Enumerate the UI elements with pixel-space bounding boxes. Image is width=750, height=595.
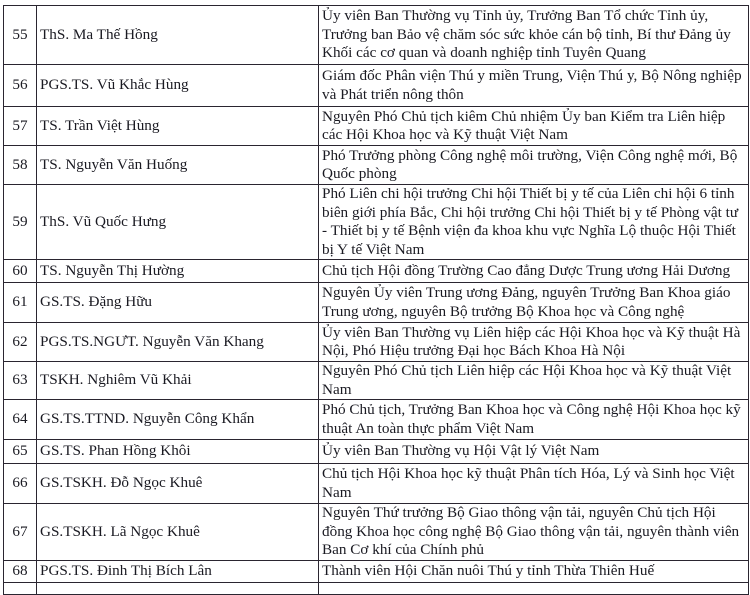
member-position: Chủ tịch Hội Khoa học kỹ thuật Phân tích Hóa, Lý và Sinh học Việt Nam [319,464,749,504]
table-row [4,6,749,65]
row-number: 64 [4,400,37,440]
member-position [319,582,749,594]
table-row [4,107,749,146]
row-number: 63 [4,362,37,400]
members-table [3,5,749,595]
member-name: GS.TS.TTND. Nguyễn Công Khẩn [37,400,319,440]
member-name: GS.TS. Đặng Hữu [37,283,319,323]
member-position: Phó Chủ tịch, Trưởng Ban Khoa học và Công nghệ Hội Khoa học kỹ thuật An toàn thực phẩm Việt Nam [319,400,749,440]
member-position: Nguyên Phó Chủ tịch kiêm Chủ nhiệm Ủy ban Kiểm tra Liên hiệp các Hội Khoa học và Kỹ thuật Việt Nam [319,107,749,146]
row-number: 55 [4,6,37,65]
member-name: ThS. Ma Thế Hồng [37,6,319,65]
member-name: GS.TSKH. Lã Ngọc Khuê [37,504,319,561]
member-position: Giám đốc Phân viện Thú y miền Trung, Viện Thú y, Bộ Nông nghiệp và Phát triển nông thôn [319,65,749,107]
member-name: ThS. Vũ Quốc Hưng [37,185,319,260]
row-number: 60 [4,260,37,283]
table-row [4,185,749,260]
table-row [4,65,749,107]
member-name: GS.TSKH. Đỗ Ngọc Khuê [37,464,319,504]
row-number: 62 [4,323,37,362]
row-number: 57 [4,107,37,146]
row-number: 59 [4,185,37,260]
member-name: TS. Trần Việt Hùng [37,107,319,146]
member-position: Phó Liên chi hội trưởng Chi hội Thiết bị y tế của Liên chi hội 6 tỉnh biên giới phía Bắc, Chi hội trưởng Chi hội Thiết bị y tế Phòng vật tư - Thiết bị y tế Bệnh viện đa khoa khu vực Nghĩa Lộ thuộc Hội Thiết bị Y tế Việt Nam [319,185,749,260]
table-row [4,283,749,323]
member-position: Ủy viên Ban Thường vụ Liên hiệp các Hội Khoa học và Kỹ thuật Hà Nội, Phó Hiệu trưởng Đại học Bách Khoa Hà Nội [319,323,749,362]
member-name: TS. Nguyễn Thị Hường [37,260,319,283]
member-name: TSKH. Nghiêm Vũ Khải [37,362,319,400]
member-position: Nguyên Thứ trưởng Bộ Giao thông vận tải, nguyên Chủ tịch Hội đồng Khoa học công nghệ Bộ Giao thông vận tải, nguyên thành viên Ban Cơ khí của Chính phủ [319,504,749,561]
table-row [4,504,749,561]
member-position: Chủ tịch Hội đồng Trường Cao đẳng Dược Trung ương Hải Dương [319,260,749,283]
member-name: PGS.TS. Vũ Khắc Hùng [37,65,319,107]
member-name [37,582,319,594]
row-number: 58 [4,146,37,185]
table-row [4,582,749,594]
row-number: 67 [4,504,37,561]
table-row [4,560,749,582]
member-position: Ủy viên Ban Thường vụ Tỉnh ủy, Trưởng Ban Tổ chức Tỉnh ủy, Trưởng ban Bảo vệ chăm sóc sức khỏe cán bộ tỉnh, Bí thư Đảng ủy Khối các cơ quan và doanh nghiệp tỉnh Tuyên Quang [319,6,749,65]
row-number: 56 [4,65,37,107]
member-name: GS.TS. Phan Hồng Khôi [37,440,319,464]
table-row [4,362,749,400]
table-row [4,440,749,464]
row-number: 68 [4,560,37,582]
member-name: PGS.TS.NGƯT. Nguyễn Văn Khang [37,323,319,362]
row-number: 65 [4,440,37,464]
member-position: Ủy viên Ban Thường vụ Hội Vật lý Việt Nam [319,440,749,464]
row-number: 66 [4,464,37,504]
member-name: TS. Nguyễn Văn Huống [37,146,319,185]
member-name: PGS.TS. Đinh Thị Bích Lân [37,560,319,582]
member-position: Nguyên Phó Chủ tịch Liên hiệp các Hội Khoa học và Kỹ thuật Việt Nam [319,362,749,400]
table-row [4,323,749,362]
member-position: Nguyên Ủy viên Trung ương Đảng, nguyên Trưởng Ban Khoa giáo Trung ương, nguyên Bộ trưởng Bộ Khoa học và Công nghệ [319,283,749,323]
row-number: 61 [4,283,37,323]
table-row [4,146,749,185]
table-body [4,6,749,595]
member-position: Thành viên Hội Chăn nuôi Thú y tỉnh Thừa Thiên Huế [319,560,749,582]
table-row [4,260,749,283]
table-row [4,400,749,440]
member-position: Phó Trưởng phòng Công nghệ môi trường, Viện Công nghệ mới, Bộ Quốc phòng [319,146,749,185]
table-row [4,464,749,504]
row-number [4,582,37,594]
